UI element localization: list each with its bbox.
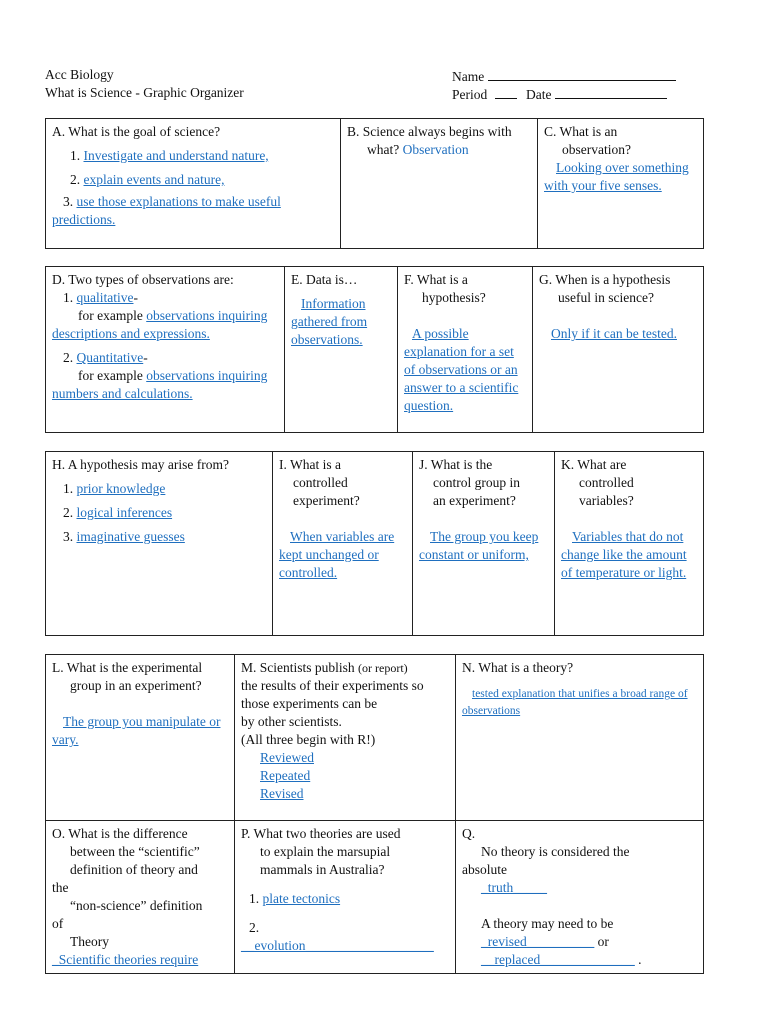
question-a: A. What is the goal of science? xyxy=(52,124,221,139)
question-m-5: (All three begin with R!) xyxy=(241,732,376,747)
question-q-1: No theory is considered the xyxy=(481,844,630,859)
question-o-5: “non-science” definition xyxy=(70,898,203,913)
answer-a-2: 2. explain events and nature, xyxy=(70,172,225,187)
question-j: J. What is the xyxy=(419,457,493,472)
answer-b: Observation xyxy=(402,142,469,157)
question-q-2: absolute xyxy=(462,862,507,877)
organizer-row-1 xyxy=(45,118,704,249)
answer-n: tested explanation that unifies a broad range of observations xyxy=(462,688,688,717)
question-i: I. What is a xyxy=(279,457,341,472)
cell-c xyxy=(538,119,704,249)
question-h: H. A hypothesis may arise from? xyxy=(52,457,229,472)
question-o-6: of xyxy=(52,916,64,931)
answer-p-2-number: 2. xyxy=(249,920,260,935)
answer-p-1: 1. plate tectonics xyxy=(249,891,341,906)
question-k-2: controlled xyxy=(579,475,634,490)
answer-i: When variables are kept unchanged or controlled. xyxy=(279,529,395,580)
course-name: Acc Biology xyxy=(45,67,114,82)
cell-m xyxy=(235,655,456,821)
question-g-cont: useful in science? xyxy=(558,290,654,305)
answer-q-2-line: _revised__________ or xyxy=(481,934,609,949)
example-1: for example observations inquiring descriptions and expressions. xyxy=(52,308,268,341)
answer-q-3-line: __replaced______________ . xyxy=(481,952,642,967)
organizer-row-2 xyxy=(45,266,704,433)
cell-q xyxy=(456,821,704,974)
question-c: C. What is an xyxy=(544,124,618,139)
cell-o xyxy=(46,821,235,974)
question-p-1: P. What two theories are used xyxy=(241,826,401,841)
question-o-2: between the “scientific” xyxy=(70,844,200,859)
question-d: D. Two types of observations are: xyxy=(52,272,234,287)
question-k-3: variables? xyxy=(579,493,634,508)
cell-b xyxy=(341,119,538,249)
answer-o: _Scientific theories require xyxy=(52,952,199,967)
question-e: E. Data is… xyxy=(291,272,358,287)
answer-a-3: 3. use those explanations to make useful predictions. xyxy=(52,194,281,227)
cell-i xyxy=(273,452,413,636)
question-c-cont: observation? xyxy=(562,142,631,157)
question-k: K. What are xyxy=(561,457,627,472)
example-2: for example observations inquiring numbers and calculations. xyxy=(52,368,268,401)
question-m-2: the results of their experiments so xyxy=(241,678,424,693)
answer-h-1: 1. prior knowledge xyxy=(63,481,166,496)
period-date-fields xyxy=(452,84,667,104)
question-i-2: controlled xyxy=(293,475,348,490)
question-o-1: O. What is the difference xyxy=(52,826,188,841)
cell-k xyxy=(555,452,704,636)
answer-p-2: __evolution___________________ xyxy=(241,938,434,953)
cell-f xyxy=(398,267,533,433)
question-l-cont: group in an experiment? xyxy=(70,678,202,693)
period-label: Period xyxy=(452,87,488,102)
answer-m-2: Repeated xyxy=(260,768,311,783)
question-o-3: definition of theory and xyxy=(70,862,198,877)
answer-q-1: _truth_____ xyxy=(481,880,547,895)
question-m-1: M. Scientists publish (or report) xyxy=(241,660,408,675)
cell-a xyxy=(46,119,341,249)
answer-h-3: 3. imaginative guesses xyxy=(63,529,185,544)
cell-n xyxy=(456,655,704,821)
period-blank[interactable] xyxy=(495,84,517,99)
type-1: 1. qualitative- xyxy=(63,290,138,305)
question-b: B. Science always begins with xyxy=(347,124,512,139)
cell-j xyxy=(413,452,555,636)
answer-l: The group you manipulate or vary. xyxy=(52,714,221,747)
answer-m-1: Reviewed xyxy=(260,750,314,765)
organizer-row-3 xyxy=(45,451,704,636)
answer-a-1: 1. Investigate and understand nature, xyxy=(70,148,269,163)
worksheet-title: What is Science - Graphic Organizer xyxy=(45,85,244,100)
cell-d xyxy=(46,267,285,433)
type-2: 2. Quantitative- xyxy=(63,350,148,365)
question-o-4: the xyxy=(52,880,69,895)
question-q-label: Q. xyxy=(462,826,476,841)
question-m-4: by other scientists. xyxy=(241,714,342,729)
cell-l xyxy=(46,655,235,821)
answer-k: Variables that do not change like the amount of temperature or light. xyxy=(561,529,687,580)
question-q-3: A theory may need to be xyxy=(481,916,614,931)
question-g: G. When is a hypothesis xyxy=(539,272,671,287)
date-blank[interactable] xyxy=(555,84,667,99)
cell-p xyxy=(235,821,456,974)
cell-e xyxy=(285,267,398,433)
question-p-3: mammals in Australia? xyxy=(260,862,385,877)
answer-m-3: Revised xyxy=(260,786,304,801)
name-blank[interactable] xyxy=(488,66,676,81)
question-n: N. What is a theory? xyxy=(462,660,574,675)
question-o-7: Theory xyxy=(70,934,109,949)
question-j-2: control group in xyxy=(433,475,520,490)
question-p-2: to explain the marsupial xyxy=(260,844,391,859)
name-field[interactable] xyxy=(452,66,676,86)
question-l: L. What is the experimental xyxy=(52,660,203,675)
question-m-3: those experiments can be xyxy=(241,696,378,711)
question-j-3: an experiment? xyxy=(433,493,516,508)
question-f-cont: hypothesis? xyxy=(422,290,486,305)
answer-c: Looking over something with your five senses. xyxy=(544,160,689,193)
question-f: F. What is a xyxy=(404,272,468,287)
date-label: Date xyxy=(526,87,552,102)
cell-h xyxy=(46,452,273,636)
answer-f: A possible explanation for a set of observations or an answer to a scientific question. xyxy=(404,326,519,413)
question-b-cont: what? Observation xyxy=(367,142,469,157)
answer-e: Information gathered from observations. xyxy=(291,296,368,347)
question-i-3: experiment? xyxy=(293,493,360,508)
answer-h-2: 2. logical inferences xyxy=(63,505,173,520)
name-label: Name xyxy=(452,69,485,84)
cell-g xyxy=(533,267,704,433)
answer-g: Only if it can be tested. xyxy=(551,326,677,341)
organizer-row-4-5 xyxy=(45,654,704,974)
answer-j: The group you keep constant or uniform, xyxy=(419,529,539,562)
